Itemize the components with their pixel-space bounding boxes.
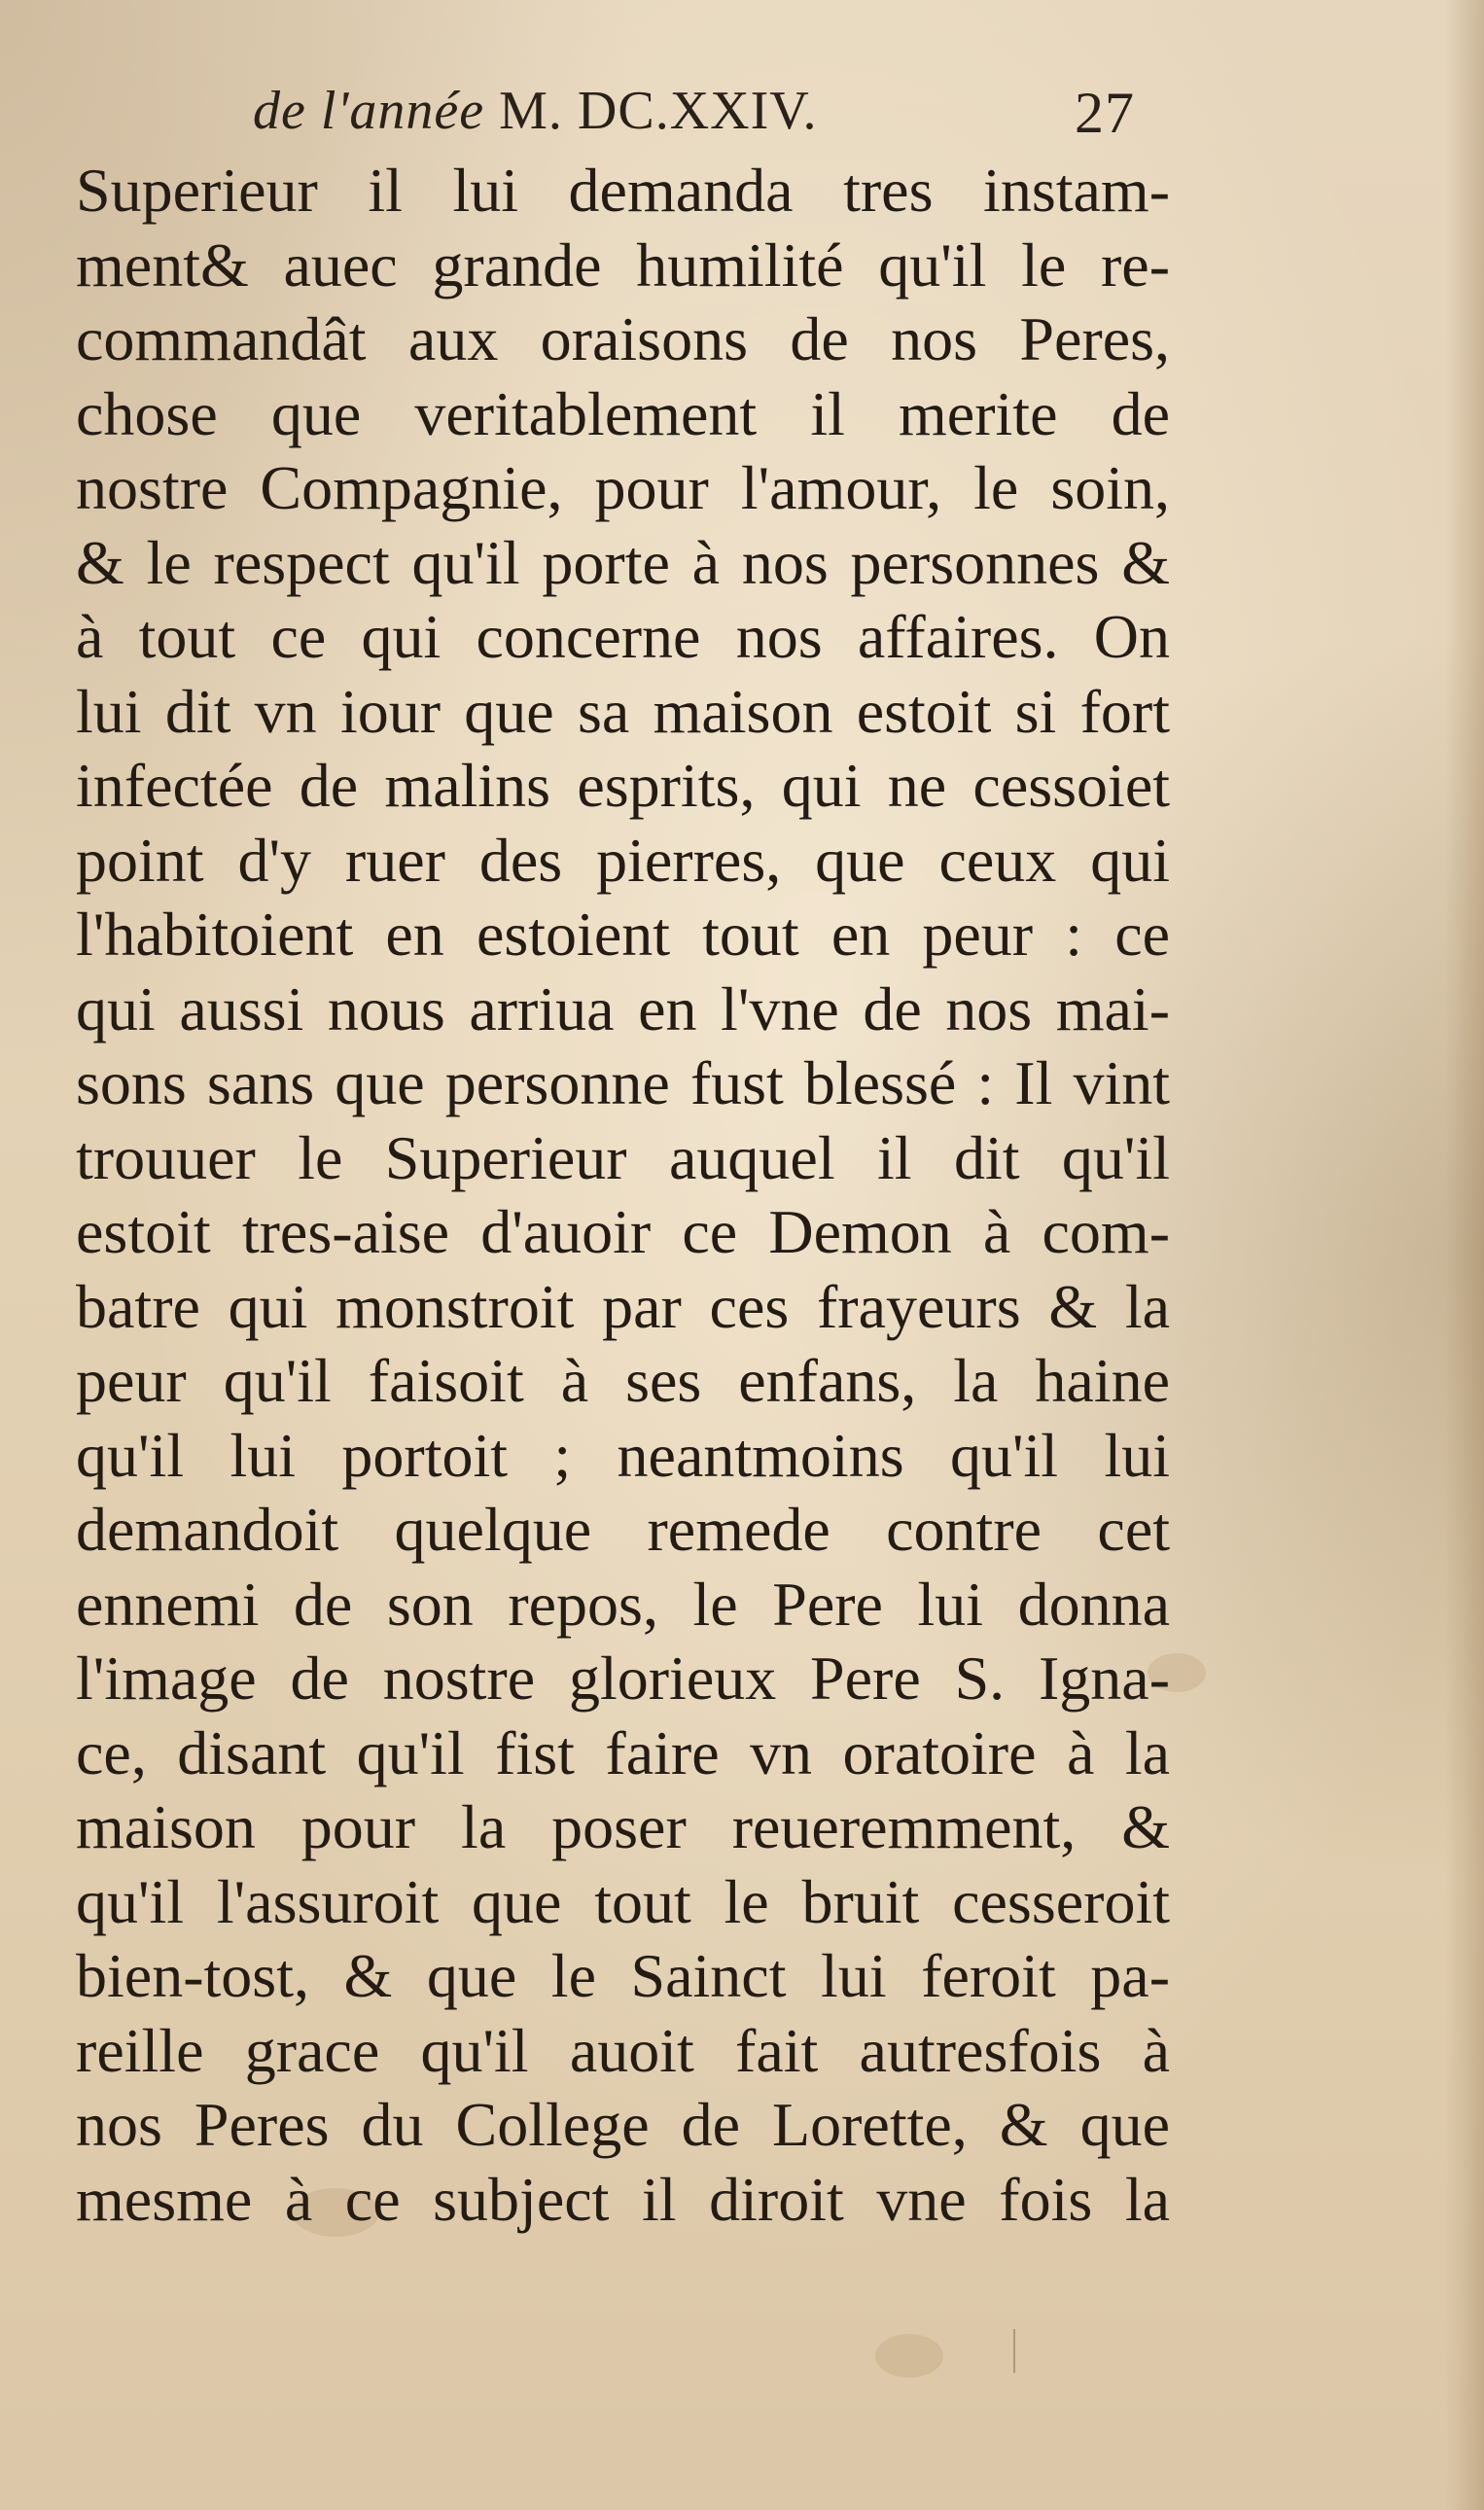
text-line: infectée de malins esprits, qui ne cessoiet — [76, 751, 1170, 820]
text-line: chose que veritablement il merite de — [76, 378, 1170, 448]
page-number: 27 — [1075, 81, 1135, 145]
text-line: maison pour la poser reueremment, & — [76, 1792, 1170, 1861]
text-line: qui aussi nous arriua en l'vne de nos mai- — [76, 973, 1170, 1043]
paper-stain — [875, 2334, 943, 2378]
page-edge-shadow — [1445, 0, 1484, 2510]
text-line: bien-tost, & que le Sainct lui feroit pa- — [76, 1941, 1170, 2010]
text-line: ment& auec grande humilité qu'il le re- — [76, 230, 1170, 300]
text-line: batre qui monstroit par ces frayeurs & la — [76, 1271, 1170, 1341]
text-line: l'image de nostre glorieux Pere S. Igna- — [76, 1644, 1170, 1713]
text-line: Superieur il lui demanda tres instam- — [76, 156, 1170, 225]
page-header — [253, 80, 1177, 158]
text-line: lui dit vn iour que sa maison estoit si fort — [76, 676, 1170, 746]
text-line: demandoit quelque remede contre cet — [76, 1495, 1170, 1564]
text-line: ce, disant qu'il fist faire vn oratoire à la — [76, 1717, 1170, 1787]
running-head-roman: M. DC.XXIV. — [484, 81, 818, 141]
text-line: sons sans que personne fust blessé : Il vint — [76, 1048, 1170, 1117]
running-head-italic: de l'année — [253, 81, 485, 141]
paper-mark — [1013, 2329, 1015, 2373]
text-line: peur qu'il faisoit à ses enfans, la haine — [76, 1346, 1170, 1415]
text-line: & le respect qu'il porte à nos personnes & — [76, 527, 1170, 597]
text-line: à tout ce qui concerne nos affaires. On — [76, 602, 1170, 671]
body-text — [76, 154, 1170, 2237]
text-line: l'habitoient en estoient tout en peur : ce — [76, 900, 1170, 969]
text-line: qu'il lui portoit ; neantmoins qu'il lui — [76, 1420, 1170, 1490]
text-line: nos Peres du College de Lorette, & que — [76, 2090, 1170, 2159]
running-head — [253, 80, 817, 142]
text-line: trouuer le Superieur auquel il dit qu'il — [76, 1122, 1170, 1192]
text-line: commandât aux oraisons de nos Peres, — [76, 304, 1170, 373]
text-line: qu'il l'assuroit que tout le bruit cesseroit — [76, 1866, 1170, 1936]
text-line: reille grace qu'il auoit fait autresfois à — [76, 2015, 1170, 2085]
text-line: point d'y ruer des pierres, que ceux qui — [76, 825, 1170, 895]
text-line: ennemi de son repos, le Pere lui donna — [76, 1569, 1170, 1639]
text-line: mesme à ce subject il diroit vne fois la — [76, 2164, 1170, 2234]
text-line: estoit tres-aise d'auoir ce Demon à com- — [76, 1197, 1170, 1266]
text-line: nostre Compagnie, pour l'amour, le soin, — [76, 453, 1170, 522]
